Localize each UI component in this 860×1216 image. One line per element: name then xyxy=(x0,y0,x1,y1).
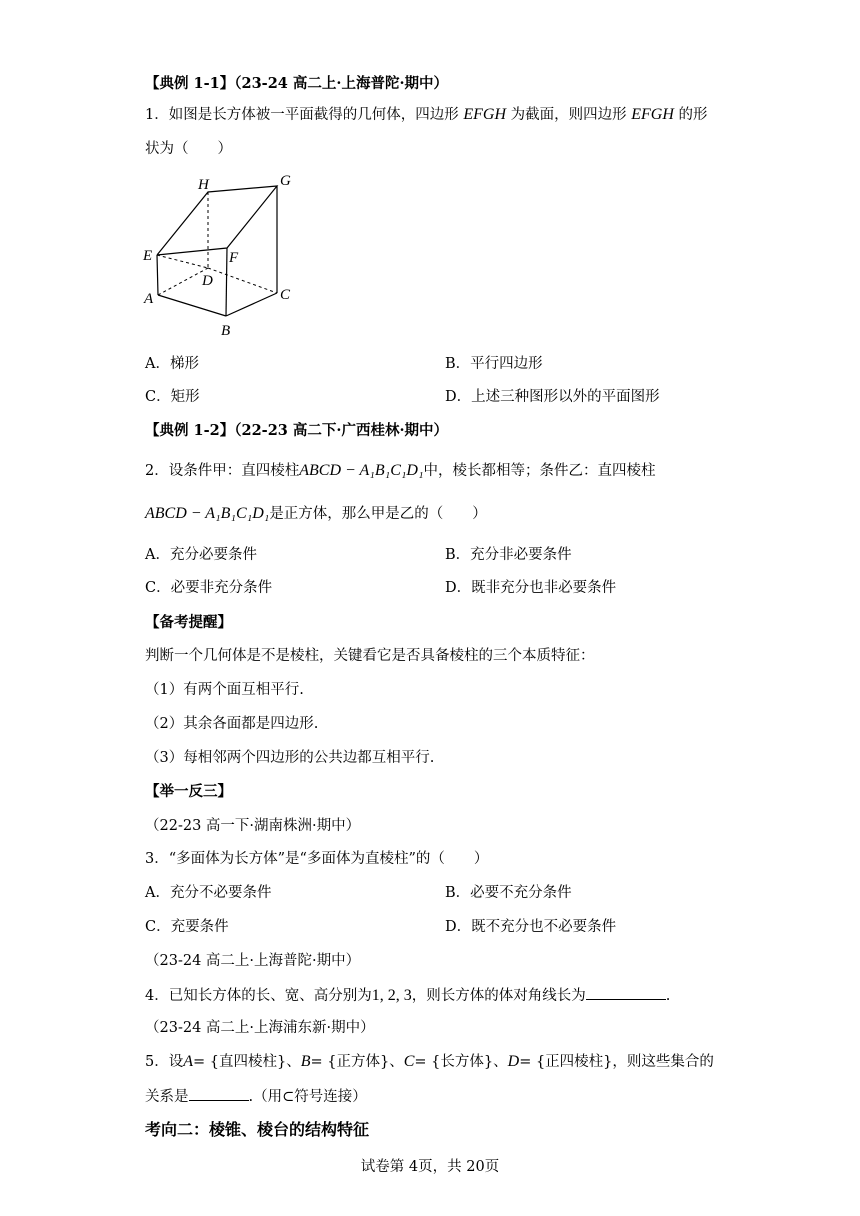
hidden-edge-ad xyxy=(158,268,208,295)
q1-option-d[interactable]: D．上述三种图形以外的平面图形 xyxy=(445,389,660,405)
label-c: C xyxy=(280,287,291,303)
q3-option-a[interactable]: A．充分不必要条件 xyxy=(145,885,272,901)
q1-text: 为截面，则四边形 xyxy=(510,107,627,123)
q2-text: 是正方体，那么甲是乙的（ ） xyxy=(269,506,487,522)
q3-option-b[interactable]: B．必要不充分条件 xyxy=(445,885,572,901)
geometry-figure xyxy=(140,168,310,343)
tip-intro: 判断一个几何体是不是棱柱，关键看它是否具备棱柱的三个本质特征： xyxy=(145,648,595,664)
q1-option-c[interactable]: C．矩形 xyxy=(145,389,200,405)
edge-bc xyxy=(226,293,277,316)
q5-text: = {直四棱柱}、 xyxy=(193,1054,301,1070)
label-f: F xyxy=(229,250,239,266)
q5-set-b: B xyxy=(300,1053,311,1070)
q2-option-b[interactable]: B．充分非必要条件 xyxy=(445,547,572,563)
q3-source: （22-23 高一下·湖南株洲·期中） xyxy=(145,818,361,834)
q4-text: ，则长方体的体对角线长为 xyxy=(411,988,586,1004)
q2-math-prism: ABCD − A₁B₁C₁D₁ xyxy=(145,505,270,522)
question-1-line-1 xyxy=(145,105,707,125)
tip-header: 【备考提醒】 xyxy=(145,614,232,631)
section-heading: 考向二：棱锥、棱台的结构特征 xyxy=(145,1120,370,1139)
edge-ab xyxy=(158,295,226,316)
q2-option-d[interactable]: D．既非充分也非必要条件 xyxy=(445,580,617,596)
q5-text: = {正四棱柱}，则这些集合的 xyxy=(519,1054,714,1070)
q5-text: 关系是 xyxy=(145,1089,189,1105)
label-a: A xyxy=(144,291,154,307)
question-5-line-1 xyxy=(145,1052,714,1072)
label-g: G xyxy=(280,173,291,189)
q4-dimensions: 1, 2, 3 xyxy=(371,987,412,1004)
q4-source: （23-24 高二上·上海普陀·期中） xyxy=(145,953,361,969)
q4-answer-blank[interactable] xyxy=(586,985,666,1000)
q1-math-efgh: EFGH xyxy=(631,106,674,123)
question-5-line-2 xyxy=(145,1086,367,1107)
q5-text: 5．设 xyxy=(145,1054,184,1070)
question-4 xyxy=(145,985,670,1006)
example-1-2-header: 【典例 1-2】（22-23 高二下·广西桂林·期中） xyxy=(145,422,449,439)
q2-math-prism: ABCD − A₁B₁C₁D₁ xyxy=(299,462,424,479)
q5-set-a: A xyxy=(183,1053,194,1070)
question-1-line-2: 状为（ ） xyxy=(145,141,232,157)
q1-math-efgh: EFGH xyxy=(463,106,506,123)
q1-option-a[interactable]: A．梯形 xyxy=(145,356,199,372)
hidden-edge-dc xyxy=(208,268,277,293)
q3-option-d[interactable]: D．既不充分也不必要条件 xyxy=(445,919,617,935)
edge-fb xyxy=(226,248,227,316)
q2-text: 中，棱长都相等；条件乙：直四棱柱 xyxy=(423,463,656,479)
page-footer: 试卷第 4页，共 20页 xyxy=(360,1159,500,1175)
q5-answer-blank[interactable] xyxy=(189,1086,249,1101)
q4-end: . xyxy=(665,988,671,1004)
tip-item-3: （3）每相邻两个四边形的公共边都互相平行. xyxy=(145,750,435,766)
example-1-1-header: 【典例 1-1】（23-24 高二上·上海普陀·期中） xyxy=(145,75,449,92)
tip-item-1: （1）有两个面互相平行. xyxy=(145,682,304,698)
practice-header: 【举一反三】 xyxy=(145,783,232,800)
q5-set-d: D xyxy=(507,1053,520,1070)
q5-set-c: C xyxy=(403,1053,415,1070)
q2-option-c[interactable]: C．必要非充分条件 xyxy=(145,580,273,596)
label-d: D xyxy=(202,273,213,289)
question-3: 3．“多面体为长方体”是“多面体为直棱柱”的（ ） xyxy=(145,851,489,867)
label-e: E xyxy=(143,248,153,264)
q5-text: = {正方体}、 xyxy=(310,1054,404,1070)
q2-text: 2．设条件甲：直四棱柱 xyxy=(145,463,300,479)
hidden-edge-ed xyxy=(157,255,208,268)
question-2-line-1 xyxy=(145,461,656,481)
question-2-line-2 xyxy=(145,504,487,524)
label-h: H xyxy=(198,177,209,193)
edge-ea xyxy=(157,255,158,295)
q5-text: = {长方体}、 xyxy=(414,1054,508,1070)
section-efgh xyxy=(157,186,277,255)
q1-option-b[interactable]: B．平行四边形 xyxy=(445,356,543,372)
q2-option-a[interactable]: A．充分必要条件 xyxy=(145,547,257,563)
tip-item-2: （2）其余各面都是四边形. xyxy=(145,716,319,732)
q1-text: 1．如图是长方体被一平面截得的几何体，四边形 xyxy=(145,107,459,123)
q4-text: 4．已知长方体的长、宽、高分别为 xyxy=(145,988,372,1004)
q3-option-c[interactable]: C．充要条件 xyxy=(145,919,229,935)
q1-text: 的形 xyxy=(678,107,708,123)
q5-source: （23-24 高二上·上海浦东新·期中） xyxy=(145,1020,375,1036)
q5-text: .（用⊂符号连接） xyxy=(248,1089,367,1105)
label-b: B xyxy=(221,323,231,339)
